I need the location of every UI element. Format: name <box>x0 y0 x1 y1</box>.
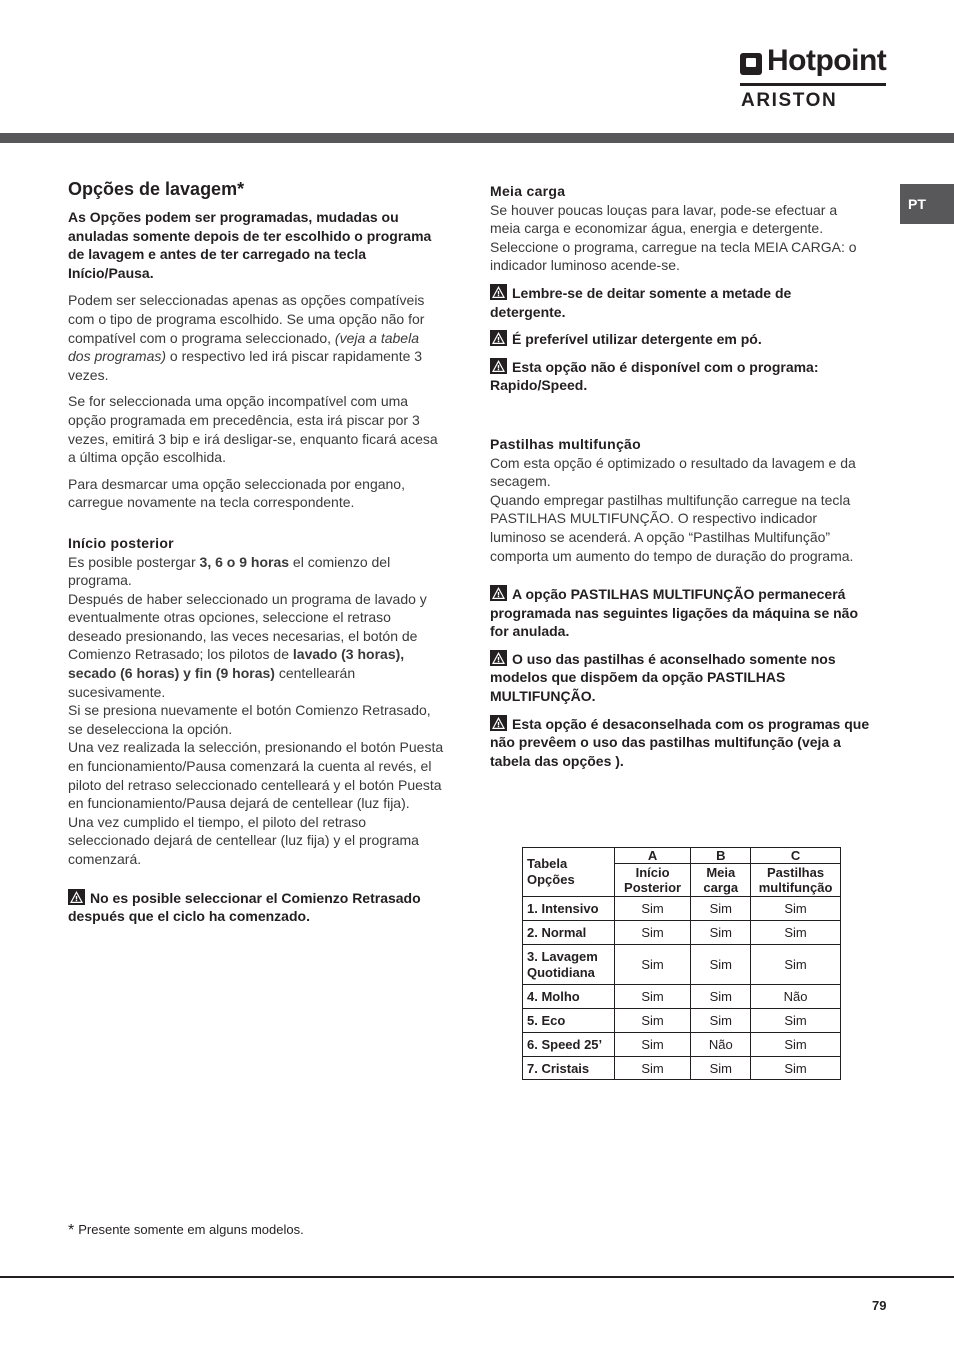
language-tab: PT <box>900 184 954 224</box>
section-title-inicio: Início posterior <box>68 534 174 551</box>
table-cell: Não <box>691 1033 751 1057</box>
page-title: Opções de lavagem* <box>68 179 245 199</box>
warning-inicio <box>68 889 444 926</box>
table-letter: C <box>751 848 841 864</box>
meia-warning-1-text: Lembre-se de deitar somente a metade de detergente. <box>490 284 792 320</box>
section-title-pastilhas: Pastilhas multifunção <box>490 435 641 452</box>
table-cell: Sim <box>614 985 691 1009</box>
footnote-text: Presente somente em alguns modelos. <box>78 1222 304 1237</box>
table-column-header: Pastilhas multifunção <box>751 864 841 897</box>
table-row <box>523 985 841 1009</box>
table-cell: Sim <box>614 1033 691 1057</box>
pastilhas-text-2: Quando empregar pastilhas multifunção carregue na tecla PASTILHAS MULTIFUNÇÃO. O respectivo indicador luminoso se acenderá. A opção “Pastilhas Multifunção” comporta um aumento do tempo de duração do programa. <box>490 491 854 564</box>
brand-name: Hotpoint <box>767 44 887 77</box>
inicio-para-4: Una vez realizada la selección, presionando el botón Puesta en funcionamiento/Pausa comenzará la cuenta al revés, el piloto del retraso seleccionado centelleará y el botón Puesta en funcionamiento/Pausa dejará de centellear (luz fija). <box>68 739 444 812</box>
table-cell: Sim <box>614 1009 691 1033</box>
meia-warning-1 <box>490 284 870 321</box>
table-row <box>523 1057 841 1080</box>
paragraph-incompat: Se for seleccionada uma opção incompatível com uma opção programada em precedência, esta irá piscar por 3 vezes, emitirá 3 bip e irá desligar-se, enquanto ficará acesa a última opção escolhida. <box>68 393 438 466</box>
table-row-name: 1. Intensivo <box>523 897 615 921</box>
inicio-text-c: Después de haber seleccionado un programa de lavado y eventualmente otras opciones, seleccione el retraso deseado presionando, las veces necesarias, el botón de Comienzo Retrasado; los pilotos de <box>68 590 427 663</box>
pastilhas-warning-1 <box>490 585 870 641</box>
table-row <box>523 1009 841 1033</box>
table-cell: Sim <box>751 1057 841 1080</box>
inicio-text-b: el comienzo del programa. <box>68 553 391 589</box>
options-table <box>522 847 841 1080</box>
table-cell: Sim <box>614 897 691 921</box>
pastilhas-warning-2-text: O uso das pastilhas é aconselhado somente nos modelos que dispõem da opção PASTILHAS MULTIFUNÇÃO. <box>490 650 836 705</box>
inicio-para-3: Si se presiona nuevamente el botón Comienzo Retrasado, se deselecciona la opción. <box>68 702 431 737</box>
table-row-name: 4. Molho <box>523 985 615 1009</box>
pastilhas-warning-3 <box>490 715 870 771</box>
meia-warning-2-text: É preferível utilizar detergente em pó. <box>512 331 762 348</box>
inicio-para-2 <box>68 590 444 702</box>
intro-text: As Opções podem ser programadas, mudadas ou anuladas somente depois de ter escolhido o programa de lavagem e antes de ter carregado na tecla Início/Pausa. <box>68 209 432 281</box>
left-column <box>68 178 444 926</box>
warning-icon <box>68 889 85 905</box>
brand-logo <box>740 44 887 112</box>
table-cell: Sim <box>691 945 751 985</box>
footer-rule <box>0 1276 954 1278</box>
table-cell: Não <box>751 985 841 1009</box>
table-row <box>523 945 841 985</box>
warning-icon <box>490 585 507 601</box>
table-cell: Sim <box>691 897 751 921</box>
table-letter: A <box>614 848 691 864</box>
table-column-header: Meia carga <box>691 864 751 897</box>
table-row-name: 5. Eco <box>523 1009 615 1033</box>
table-cell: Sim <box>691 921 751 945</box>
inicio-text-a: Es posible postergar <box>68 553 200 570</box>
table-row <box>523 897 841 921</box>
warning-icon <box>490 715 507 731</box>
table-row <box>523 921 841 945</box>
inicio-para-1 <box>68 553 444 590</box>
paragraph-compat-b: o respectivo led irá piscar rapidamente 3 vezes. <box>68 348 423 383</box>
warning-inicio-text: No es posible seleccionar el Comienzo Retrasado después que el ciclo ha comenzado. <box>68 889 421 925</box>
meia-warning-2 <box>490 330 870 349</box>
meia-warning-3 <box>490 358 870 395</box>
pastilhas-text-1: Com esta opção é optimizado o resultado da lavagem e da secagem. <box>490 454 856 490</box>
brand-rule <box>740 83 886 86</box>
table-letter-row <box>523 848 841 864</box>
inicio-text-d: centellearán sucesivamente. <box>68 665 356 700</box>
warning-icon <box>490 358 507 374</box>
paragraph-compat <box>68 291 444 384</box>
header-bar <box>0 133 954 143</box>
pastilhas-warning-2 <box>490 650 870 706</box>
meia-text: Se houver poucas louças para lavar, pode-se efectuar a meia carga e economizar água, energia e detergente. Seleccione o programa, carregue na tecla MEIA CARGA: o indicador luminoso acende-se. <box>490 201 857 274</box>
inicio-para-5: Una vez cumplido el tiempo, el piloto del retraso seleccionado dejará de centellear (luz fija) y el programa comenzará. <box>68 813 419 867</box>
right-column <box>490 182 870 770</box>
inicio-hours: 3, 6 o 9 horas <box>199 553 290 570</box>
table-column-header: Início Posterior <box>614 864 691 897</box>
inicio-pilots: lavado (3 horas), secado (6 horas) y fin (9 horas) <box>68 646 405 682</box>
table-cell: Sim <box>691 985 751 1009</box>
table-cell: Sim <box>614 921 691 945</box>
footnote-star: * <box>68 1222 75 1239</box>
pastilhas-warning-3-text: Esta opção é desaconselhada com os programas que não prevêem o uso das pastilhas multifunção (veja a tabela das opções ). <box>490 715 870 769</box>
table-cell: Sim <box>751 921 841 945</box>
paragraph-deselect: Para desmarcar uma opção seleccionada por engano, carregue novamente na tecla correspondente. <box>68 475 405 511</box>
brand-subname: ARISTON <box>741 90 838 111</box>
table-row-name: 6. Speed 25’ <box>523 1033 615 1057</box>
table-row-name: 2. Normal <box>523 921 615 945</box>
paragraph-compat-italic: (veja a tabela dos programas) <box>68 329 419 365</box>
warning-icon <box>490 650 507 666</box>
meia-warning-3-text: Esta opção não é disponível com o programa: Rapido/Speed. <box>490 358 819 394</box>
pastilhas-warning-1-text: A opção PASTILHAS MULTIFUNÇÃO permanecerá programada nas seguintes ligações da máquina se não for anulada. <box>490 586 859 640</box>
table-corner: Tabela Opções <box>523 848 615 897</box>
table-row <box>523 1033 841 1057</box>
brand-mark-icon <box>740 53 762 75</box>
table-cell: Sim <box>751 945 841 985</box>
table-cell: Sim <box>691 1009 751 1033</box>
table-cell: Sim <box>751 1009 841 1033</box>
paragraph-compat-a: Podem ser seleccionadas apenas as opções compatíveis com o tipo de programa escolhido. Se uma opção não for compatível com o programa seleccionado, <box>68 292 425 346</box>
warning-icon <box>490 330 507 346</box>
footnote <box>68 1222 304 1240</box>
table-cell: Sim <box>751 897 841 921</box>
table-cell: Sim <box>614 1057 691 1080</box>
table-row-name: 7. Cristais <box>523 1057 615 1080</box>
table-letter: B <box>691 848 751 864</box>
table-cell: Sim <box>614 945 691 985</box>
table-cell: Sim <box>751 1033 841 1057</box>
page-number: 79 <box>872 1298 887 1313</box>
table-cell: Sim <box>691 1057 751 1080</box>
table-row-name: 3. Lavagem Quotidiana <box>523 945 615 985</box>
section-title-meia: Meia carga <box>490 183 566 199</box>
warning-icon <box>490 284 507 300</box>
